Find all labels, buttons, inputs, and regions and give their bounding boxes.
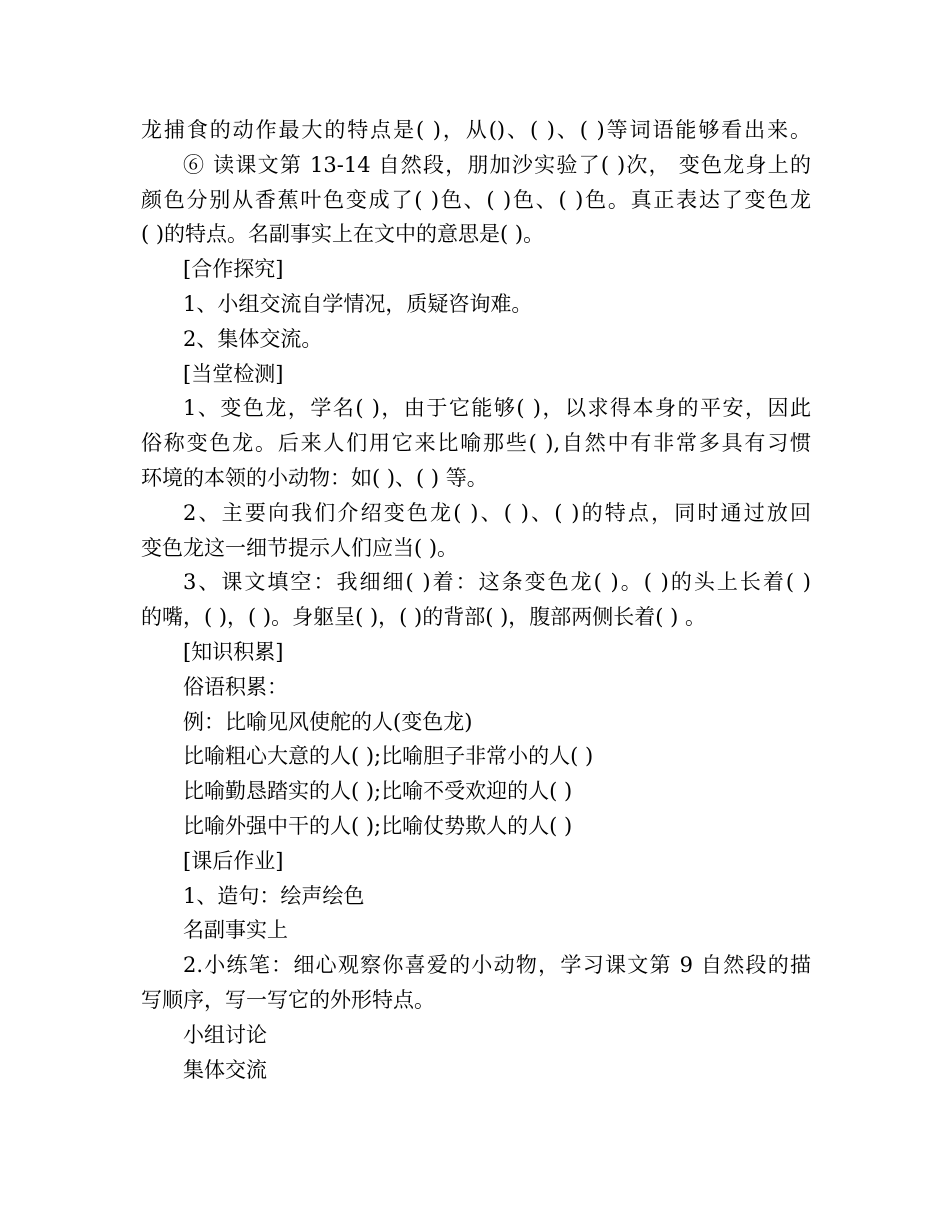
text-line: 3、课文填空：我细细( )着：这条变色龙( )。( )的头上长着( ) bbox=[183, 570, 811, 595]
text-line: 小组讨论 bbox=[183, 1022, 267, 1047]
text-line: 2、集体交流。 bbox=[183, 326, 323, 351]
text-line: 环境的本领的小动物：如( )、( ) 等。 bbox=[141, 465, 488, 490]
document-body bbox=[141, 113, 811, 1087]
text-line: 比喻外强中干的人( );比喻仗势欺人的人( ) bbox=[183, 813, 573, 838]
section-heading: [知识积累] bbox=[183, 639, 284, 664]
text-line: 2、主要向我们介绍变色龙( )、( )、( )的特点，同时通过放回 bbox=[183, 500, 811, 525]
text-line: 1、变色龙，学名( )，由于它能够( )，以求得本身的平安，因此 bbox=[183, 396, 811, 421]
text-line: ( )的特点。名副事实上在文中的意思是( )。 bbox=[141, 222, 545, 247]
section-heading: [合作探究] bbox=[183, 257, 284, 282]
text-line: 颜色分别从香蕉叶色变成了( )色、( )色、( )色。真正表达了变色龙 bbox=[141, 187, 811, 212]
text-line: 1、造句：绘声绘色 bbox=[183, 883, 365, 908]
section-heading: [课后作业] bbox=[183, 848, 284, 873]
text-line: 俗语积累： bbox=[183, 674, 288, 699]
text-line: 例：比喻见风使舵的人(变色龙) bbox=[183, 709, 473, 734]
text-line: 写顺序，写一写它的外形特点。 bbox=[141, 987, 435, 1012]
text-line: 比喻粗心大意的人( );比喻胆子非常小的人( ) bbox=[183, 744, 594, 769]
text-line: 比喻勤恳踏实的人( );比喻不受欢迎的人( ) bbox=[183, 779, 573, 804]
text-line: ⑥ 读课文第 13-14 自然段，朋加沙实验了( )次， 变色龙身上的 bbox=[183, 152, 811, 177]
section-heading: [当堂检测] bbox=[183, 361, 284, 386]
text-line: 变色龙这一细节提示人们应当( )。 bbox=[141, 535, 459, 560]
text-line: 1、小组交流自学情况，质疑咨询难。 bbox=[183, 291, 533, 316]
text-line: 俗称变色龙。后来人们用它来比喻那些( ),自然中有非常多具有习惯 bbox=[141, 431, 811, 456]
text-line: 集体交流 bbox=[183, 1057, 267, 1082]
text-line: 名副事实上 bbox=[183, 918, 288, 943]
text-line: 2.小练笔：细心观察你喜爱的小动物，学习课文第 9 自然段的描 bbox=[183, 953, 811, 978]
text-line: 的嘴，( )，( )。身躯呈( )，( )的背部( )，腹部两侧长着( ) 。 bbox=[141, 605, 707, 630]
text-line: 龙捕食的动作最大的特点是( )，从()、( )、( )等词语能够看出来。 bbox=[141, 118, 811, 142]
